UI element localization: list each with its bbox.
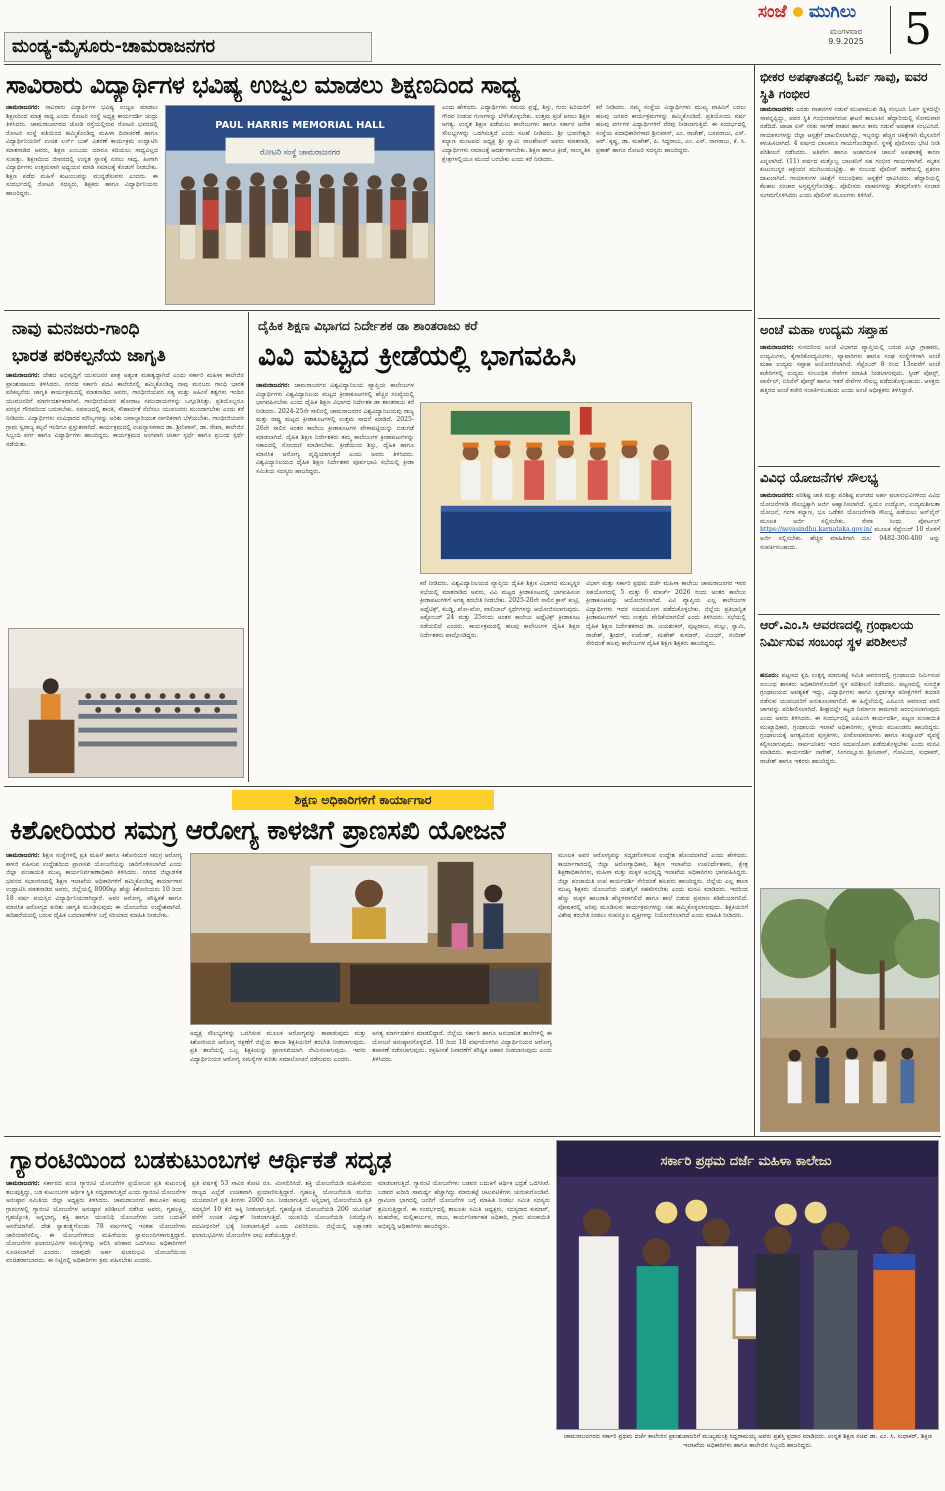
- side3-dateline: ಚಾಮರಾಜನಗರ:: [760, 492, 794, 499]
- story2-body-text: ದೇಶದ ಅಭಿವೃದ್ಧಿಗೆ ಯುವಜನರ ಪಾತ್ರ ಅತ್ಯಂತ ಮಹತ್ವದ್ದಾಗಿದೆ ಎಂದು ಸರ್ಕಾರಿ ಮಹಿಳಾ ಕಾಲೇಜಿನ ಪ್ರಾಂಶುಪಾಲರು ತಿಳಿಸಿದರು. ನಗರದ ಸರ್ಕಾರಿ ಪದವಿ ಕಾಲೇಜಿನಲ್ಲಿ ಹಮ್ಮಿಕೊಂಡಿದ್ದ ನಾವು ಮನಜರು ಗಾಂಧಿ ಭಾರತ ಪರಿಕಲ್ಪನೆಯ ಜಾಗೃತಿ ಕಾರ್ಯಕ್ರಮದಲ್ಲಿ ಮಾತನಾಡಿದ ಅವರು, ಗಾಂಧೀಜಿಯವರ ಸತ್ಯ ಮತ್ತು ಅಹಿಂಸೆ ತತ್ವಗಳು ಇಂದಿನ ಯುವಜನರಿಗೆ ಮಾರ್ಗದರ್ಶಕವಾಗಿವೆ. ಗಾಂಧೀಜಿಯವರ ಹೋರಾಟ ಸಮುದಾಯಗಳನ್ನು ಒಗ್ಗೂಡಿಸಿತ್ತು. ಪ್ರತಿಯೊಬ್ಬರೂ ಪರಸ್ಪರ ಗೌರವದಿಂದ ಬದುಕಬೇಕು. ಸಮಾಜದಲ್ಲಿ ಶಾಂತಿ, ಸೌಹಾರ್ದತೆ ನೆಲೆಸಲು ಯುವಜನರು ಮುಂದಾಗಬೇಕು ಎಂದು ಕರೆ ನೀಡಿದರು. ವಿದ್ಯಾರ್ಥಿಗಳು ಸಂವಿಧಾನದ ಮೌಲ್ಯಗಳನ್ನು ಅರಿತು ಜವಾಬ್ದಾರಿಯುತ ನಾಗರಿಕರಾಗಿ ಬೆಳೆಯಬೇಕು. ಗಾಂಧೀಜಿಯವರ ಗ್ರಾಮ ಸ್ವರಾಜ್ಯ ಕಲ್ಪನೆ ಇಂದಿಗೂ ಪ್ರಸ್ತುತವಾಗಿದೆ. ಕಾರ್ಯಕ್ರಮದಲ್ಲಿ ಉಪನ್ಯಾಸಕರಾದ ಡಾ. ಶ್ರೀನಿವಾಸ್, ಡಾ. ರೇಖಾ, ಕಾಲೇಜಿನ ಸಿಬ್ಬಂದಿ ವರ್ಗ ಹಾಗೂ ವಿದ್ಯಾರ್ಥಿಗಳು ಹಾಜರಿದ್ದರು. ಕಾರ್ಯಕ್ರಮದ ಅಂಗವಾಗಿ ಚರ್ಚಾ ಸ್ಪರ್ಧೆ ಹಾಗೂ ಪ್ರಬಂಧ ಸ್ಪರ್ಧೆ ನಡೆಯಿತು.: [6, 372, 244, 448]
- story4-body-a: ಶಿಕ್ಷಣ ಸಂಸ್ಥೆಗಳಲ್ಲಿ ಪ್ರತಿ ಮಹಿಳೆ ಹಾಗೂ ಕಿಶೋರಿಯರ ಸಮಗ್ರ ಆರೋಗ್ಯ ಕಾಳಜಿ ವಹಿಸುವ ಉದ್ದೇಶದಿಂದ ಪ್ರಾಣಸಖಿ ಯೋಜನೆಯನ್ನು ಜಾರಿಗೊಳಿಸಲಾಗಿದೆ ಎಂದು ಜಿಲ್ಲಾ ಪಂಚಾಯಿತಿ ಮುಖ್ಯ ಕಾರ್ಯನಿರ್ವಹಣಾಧಿಕಾರಿ ತಿಳಿಸಿದರು. ನಗರದ ಜಿಲ್ಲಾಡಳಿತ ಭವನದ ಸಭಾಂಗಣದಲ್ಲಿ ಶಿಕ್ಷಣ ಇಲಾಖೆಯ ಅಧಿಕಾರಿಗಳಿಗೆ ಹಮ್ಮಿಕೊಂಡಿದ್ದ ಕಾರ್ಯಾಗಾರ ಉದ್ಘಾಟಿಸಿ ಮಾತನಾಡಿದ ಅವರು, ಜಿಲ್ಲೆಯಲ್ಲಿ 8000ಕ್ಕೂ ಹೆಚ್ಚು ಕಿಶೋರಿಯರು 10 ರಿಂದ 18 ವರ್ಷ ವಯಸ್ಸಿನ ವಿದ್ಯಾರ್ಥಿನಿಯರಾಗಿದ್ದಾರೆ. ಅವರ ಆರೋಗ್ಯ, ಪೌಷ್ಟಿಕತೆ ಹಾಗೂ ಮಾನಸಿಕ ಆರೋಗ್ಯದ ಕುರಿತು ಜಾಗೃತಿ ಮೂಡಿಸುವುದು ಈ ಯೋಜನೆಯ ಉದ್ದೇಶವಾಗಿದೆ. ಹದಿಹರೆಯದಲ್ಲಿ ಬರುವ ದೈಹಿಕ ಬದಲಾವಣೆಗಳ ಬಗ್ಗೆ ಸರಿಯಾದ ಮಾಹಿತಿ ನೀಡಬೇಕು.: [6, 852, 182, 920]
- side2-divider: [758, 466, 940, 467]
- brand-logo: [758, 2, 888, 28]
- middle-divider: [4, 786, 752, 787]
- side4-body: [760, 672, 940, 884]
- story4-column-3: [372, 1030, 552, 1130]
- story2-divider: [248, 312, 249, 782]
- hall-sign: PAUL HARRIS MEMORIAL HALL: [215, 119, 385, 131]
- photo1-banner: ರೋಟರಿ ಸಂಸ್ಥೆ ಚಾಮರಾಜನಗರ: [259, 147, 341, 157]
- story4-body-c: ಅಗತ್ಯ ಮಾರ್ಗದರ್ಶನ ಮಾಡಲಿದ್ದಾರೆ. ಜಿಲ್ಲೆಯ ಸರ್ಕಾರಿ ಹಾಗೂ ಅನುದಾನಿತ ಶಾಲೆಗಳಲ್ಲಿ ಈ ಯೋಜನೆ ಅನುಷ್ಠಾನಗೊಳ್ಳಲಿದೆ. 10 ರಿಂದ 18 ವರ್ಷದೊಳಗಿನ ವಿದ್ಯಾರ್ಥಿನಿಯರ ಆರೋಗ್ಯ ತಪಾಸಣೆ ನಡೆಸಲಾಗುವುದು. ರಕ್ತಹೀನತೆ ನಿವಾರಣೆಗೆ ಪೌಷ್ಟಿಕ ಆಹಾರ ನೀಡಲಾಗುವುದು ಎಂದು ತಿಳಿಸಿದರು.: [372, 1030, 552, 1063]
- story5-column-1: [6, 1180, 186, 1486]
- story5-photo: [556, 1140, 939, 1430]
- story3-headline: ವಿವಿ ಮಟ್ಟದ ಕ್ರೀಡೆಯಲ್ಲಿ ಭಾಗವಹಿಸಿ: [258, 339, 577, 372]
- story1-column-3: [442, 104, 590, 304]
- publish-date: 9.9.2025: [828, 37, 864, 46]
- story2-body: [6, 372, 244, 625]
- side3-headline: ವಿವಿಧ ಯೋಜನೆಗಳ ಸೌಲಭ್ಯ: [760, 471, 879, 486]
- side1-body-text: ಎರಡು ವಾಹನಗಳ ನಡುವೆ ಮುಖಾಮುಖಿ ಡಿಕ್ಕಿ ಸಂಭವಿಸಿ ಓರ್ವ ಸ್ಥಳದಲ್ಲೇ ಸಾವನ್ನಪ್ಪಿದ್ದು, ಐವರ ಸ್ಥಿತಿ ಗಂಭೀರವಾಗಿರುವ ಘಟನೆ ತಾಲೂಕಿನ ಹೆದ್ದಾರಿಯಲ್ಲಿ ಸೋಮವಾರ ನಡೆದಿದೆ. ಟಾಟಾ ಏಸ್ ಸರಕು ಸಾಗಣೆ ವಾಹನ ಹಾಗೂ ಕಾರು ನಡುವೆ ಅಪಘಾತ ಸಂಭವಿಸಿದೆ. ಗಾಯಾಳುಗಳನ್ನು ಜಿಲ್ಲಾ ಆಸ್ಪತ್ರೆಗೆ ದಾಖಲಿಸಲಾಗಿದ್ದು, ಇಬ್ಬರನ್ನು ಹೆಚ್ಚಿನ ಚಿಕಿತ್ಸೆಗಾಗಿ ಮೈಸೂರಿಗೆ ಕಳುಹಿಸಲಾಗಿದೆ. 4 ವರ್ಷದ ಬಾಲಕನೂ ಗಾಯಗೊಂಡಿದ್ದಾನೆ. ಸ್ಥಳಕ್ಕೆ ಪೊಲೀಸರು ಭೇಟಿ ನೀಡಿ ಪರಿಶೀಲನೆ ನಡೆಸಿದರು. ಅತಿವೇಗ ಹಾಗೂ ಅಜಾಗರೂಕ ಚಾಲನೆ ಅಪಘಾತಕ್ಕೆ ಕಾರಣ ಎನ್ನಲಾಗಿದೆ. (11) ವರ್ಷದ ಮತ್ತೊಬ್ಬ ಬಾಲಕನಿಗೆ ಸಹ ಗಂಭೀರ ಗಾಯಗಳಾಗಿವೆ. ಮೃತನ ಕುಟುಂಬಸ್ಥರ ಆಕ್ರಂದನ ಮುಗಿಲುಮುಟ್ಟಿತ್ತು. ಈ ಸಂಬಂಧ ಪೊಲೀಸ್ ಠಾಣೆಯಲ್ಲಿ ಪ್ರಕರಣ ದಾಖಲಾಗಿದೆ. ಗಾಯಾಳುಗಳ ಚಿಕಿತ್ಸೆಗೆ ಸಂಬಂಧಿಕರು ಆಸ್ಪತ್ರೆಗೆ ಧಾವಿಸಿದರು. ಹೆದ್ದಾರಿಯಲ್ಲಿ ಕೆಲಕಾಲ ಸಂಚಾರ ಅಸ್ತವ್ಯಸ್ತಗೊಂಡಿತ್ತು. ಪೊಲೀಸರು ವಾಹನಗಳನ್ನು ತೆರವುಗೊಳಿಸಿ ಸಂಚಾರ ಸುಗಮಗೊಳಿಸಿದರು ಎಂದು ಪೊಲೀಸ್ ಮೂಲಗಳು ತಿಳಿಸಿವೆ.: [760, 106, 940, 199]
- story5-photo-caption: ಚಾಮರಾಜನಗರದ ಸರ್ಕಾರಿ ಪ್ರಥಮ ದರ್ಜೆ ಕಾಲೇಜಿನ ಪ್ರಾಂಶುಪಾಲರಿಗೆ ಮುಖ್ಯಮಂತ್ರಿ ಸಿದ್ದರಾಮಯ್ಯ ಅವರು ಪ್ರಶಸ್ತಿ ಪ್ರದಾನ ಮಾಡಿದರು. ಉನ್ನತ ಶಿಕ್ಷಣ ಸಚಿವ ಡಾ. ಎಂ. ಸಿ. ಸುಧಾಕರ್, ಶಿಕ್ಷಣ ಇಲಾಖೆಯ ಅಧಿಕಾರಿಗಳು ಹಾಗೂ ಕಾಲೇಜಿನ ಸಿಬ್ಬಂದಿ ಹಾಜರಿದ್ದರು.: [563, 1433, 933, 1449]
- story5-dateline: ಚಾಮರಾಜನಗರ:: [6, 1180, 40, 1187]
- story1-dateline: ಚಾಮರಾಜನಗರ:: [6, 104, 40, 111]
- side3-divider: [758, 614, 940, 615]
- side3-body-post: ಮೂಲಕ ಸೆಪ್ಟೆಂಬರ್ 10 ರೊಳಗೆ ಅರ್ಜಿ ಸಲ್ಲಿಸಬೇಕು. ಹೆಚ್ಚಿನ ಮಾಹಿತಿಗಾಗಿ ದೂ: 9482-300-400 ಅನ್ನು ಸಂಪರ್ಕಿಸಬಹುದು.: [760, 526, 940, 551]
- side1-body: [760, 106, 940, 314]
- side1-dateline: ಚಾಮರಾಜನಗರ:: [760, 106, 794, 113]
- story3-photo: [420, 402, 692, 574]
- brand-logo-part-a: ಸಂಜೆ: [758, 2, 787, 22]
- section-title: ಮಂಡ್ಯ-ಮೈಸೂರು-ಚಾಮರಾಜನಗರ: [12, 36, 215, 57]
- story3-column-2: [420, 580, 580, 782]
- story2-dateline: ಚಾಮರಾಜನಗರ:: [6, 372, 40, 379]
- side4-headline: ಆರ್.ಎಂ.ಸಿ ಆವರಣದಲ್ಲಿ ಗ್ರಂಥಾಲಯ ನಿರ್ಮಿಸುವ ಸಂಬಂಧ ಸ್ಥಳ ಪರಿಶೀಲನೆ: [760, 617, 914, 649]
- story4-body-d: ಮೂಲಕ ಅವರ ಆರೋಗ್ಯವನ್ನು ಸದೃಢಗೊಳಿಸುವ ಉದ್ದೇಶ ಹೊಂದಲಾಗಿದೆ ಎಂದು ಹೇಳಿದರು. ಕಾರ್ಯಾಗಾರದಲ್ಲಿ ಜಿಲ್ಲಾ ಆರೋಗ್ಯಾಧಿಕಾರಿ, ಶಿಕ್ಷಣ ಇಲಾಖೆಯ ಉಪನಿರ್ದೇಶಕರು, ಕ್ಷೇತ್ರ ಶಿಕ್ಷಣಾಧಿಕಾರಿಗಳು, ಮಹಿಳಾ ಮತ್ತು ಮಕ್ಕಳ ಅಭಿವೃದ್ಧಿ ಇಲಾಖೆಯ ಅಧಿಕಾರಿಗಳು ಭಾಗವಹಿಸಿದ್ದರು. ಜಿಲ್ಲಾ ಪಂಚಾಯಿತಿ ಉಪ ಕಾರ್ಯದರ್ಶಿ ಸೇರಿದಂತೆ ಹಲವರು ಹಾಜರಿದ್ದರು. ಜಿಲ್ಲೆಯ ಎಲ್ಲ ಶಾಲಾ ಮುಖ್ಯ ಶಿಕ್ಷಕರು ಯೋಜನೆಯ ಯಶಸ್ಸಿಗೆ ಸಹಕರಿಸಬೇಕು ಎಂದು ಮನವಿ ಮಾಡಿದರು. ಇದರಿಂದ ಹೆಣ್ಣು ಮಕ್ಕಳ ಹಾಜರಾತಿ ಹೆಚ್ಚಳವಾಗಲಿದೆ ಹಾಗೂ ಶಾಲೆ ಬಿಡುವ ಪ್ರಮಾಣ ಕಡಿಮೆಯಾಗಲಿದೆ. ಪೋಷಕರಲ್ಲಿ ಅರಿವು ಮೂಡಿಸುವ ಕಾರ್ಯಕ್ರಮಗಳನ್ನು ಸಹ ಹಮ್ಮಿಕೊಳ್ಳಲಾಗುವುದು. ಶಿಕ್ಷಕಿಯರಿಗೆ ವಿಶೇಷ ತರಬೇತಿ ನೀಡಲು ಸಂಪನ್ಮೂಲ ವ್ಯಕ್ತಿಗಳನ್ನು ನಿಯೋಜಿಸಲಾಗಿದೆ ಎಂದು ಮಾಹಿತಿ ನೀಡಿದರು.: [558, 852, 748, 920]
- story4-body-b: ಅಧ್ಯಕ್ಷ ಸೌಲಭ್ಯಗಳನ್ನು ಒದಗಿಸುವ ಮೂಲಕ ಆರೋಗ್ಯವನ್ನು ಕಾಪಾಡುವುದು ಮತ್ತು ಕಿಶೋರಿಯರ ಆರೋಗ್ಯ ರಕ್ಷಣೆಗೆ ಜಿಲ್ಲೆಯ ಶಾಲಾ ಶಿಕ್ಷಕಿಯರಿಗೆ ತರಬೇತಿ ನೀಡಲಾಗುವುದು. ಪ್ರತಿ ಶಾಲೆಯಲ್ಲಿ ಒಬ್ಬ ಶಿಕ್ಷಕಿಯನ್ನು ಪ್ರಾಣಸಖಿಯಾಗಿ ನೇಮಿಸಲಾಗುವುದು. ಇವರು ವಿದ್ಯಾರ್ಥಿನಿಯರ ಆರೋಗ್ಯ ಸಮಸ್ಯೆಗಳ ಕುರಿತು ಸಮಾಲೋಚನೆ ನಡೆಸುವರು ಎಂದರು.: [190, 1030, 366, 1063]
- page-number: 5: [904, 4, 932, 55]
- story5-column-2: [192, 1180, 372, 1486]
- story1-column-1: [6, 104, 158, 304]
- story5-body-a: ಸರ್ಕಾರದ ಪಂಚ ಗ್ಯಾರಂಟಿ ಯೋಜನೆಗಳ ಪ್ರಯೋಜನ ಪ್ರತಿ ಕುಟುಂಬಕ್ಕೆ ತಲುಪುತ್ತಿದ್ದು, ಬಡ ಕುಟುಂಬಗಳ ಆರ್ಥಿಕ ಸ್ಥಿತಿ ಸದೃಢವಾಗುತ್ತಿದೆ ಎಂದು ಗ್ಯಾರಂಟಿ ಯೋಜನೆಗಳ ಅನುಷ್ಠಾನ ಸಮಿತಿಯ ಜಿಲ್ಲಾ ಅಧ್ಯಕ್ಷರು ತಿಳಿಸಿದರು. ಚಾಮರಾಜನಗರ ತಾಲೂಕಿನ ಹಲವು ಗ್ರಾಮಗಳಲ್ಲಿ ಗ್ಯಾರಂಟಿ ಯೋಜನೆಗಳ ಅನುಷ್ಠಾನ ಪರಿಶೀಲನೆ ನಡೆಸಿದ ಅವರು, ಗೃಹಲಕ್ಷ್ಮಿ, ಗೃಹಜ್ಯೋತಿ, ಅನ್ನಭಾಗ್ಯ, ಶಕ್ತಿ ಹಾಗೂ ಯುವನಿಧಿ ಯೋಜನೆಗಳು ಜನರ ಬದುಕಿಗೆ ಆಸರೆಯಾಗಿವೆ. ದೇಶ ಸ್ವಾತಂತ್ರ್ಯಗೊಂಡು 78 ವರ್ಷಗಳಲ್ಲಿ ಇಂತಹ ಯೋಜನೆಗಳು ಜಾರಿಯಾಗಿರಲಿಲ್ಲ. ಈ ಯೋಜನೆಗಳಿಂದ ಮಹಿಳೆಯರು ಸ್ವಾವಲಂಬಿಗಳಾಗುತ್ತಿದ್ದಾರೆ. ಯೋಜನೆಗಳ ಫಲಾನುಭವಿಗಳ ಸಮಸ್ಯೆಗಳನ್ನು ಆಲಿಸಿ ಪರಿಹಾರ ಒದಗಿಸಲು ಅಧಿಕಾರಿಗಳಿಗೆ ಸೂಚಿಸಲಾಗಿದೆ ಎಂದರು. ಯಾವುದೇ ಅರ್ಹ ಫಲಾನುಭವಿ ಯೋಜನೆಯಿಂದ ವಂಚಿತರಾಗಬಾರದು. ಈ ನಿಟ್ಟಿನಲ್ಲಿ ಅಧಿಕಾರಿಗಳು ಕ್ರಮ ವಹಿಸಬೇಕು ಎಂದರು.: [6, 1180, 186, 1265]
- sevasindhu-link[interactable]: https://sevasindhu.karnataka.gov.in/: [760, 526, 872, 534]
- story1-body-c: ಕರೆ ನೀಡಿದರು. ನಮ್ಮ ಸಂಸ್ಥೆಯ ವಿದ್ಯಾರ್ಥಿಗಳು ಮುಖ್ಯ ವಾಹಿನಿಗೆ ಬರಲು ಹಲವು ಜನಪರ ಕಾರ್ಯಕ್ರಮಗಳನ್ನು ಹಮ್ಮಿಕೊಂಡಿದೆ. ಪ್ರತಿಯೊಂದು ವರ್ಷ ಹಲವು ವರ್ಗಗಳ ವಿದ್ಯಾರ್ಥಿಗಳಿಗೆ ನೆರವು ನೀಡಲಾಗುತ್ತಿದೆ. ಈ ಸಂದರ್ಭದಲ್ಲಿ ಸಂಸ್ಥೆಯ ಪದಾಧಿಕಾರಿಗಳಾದ ಶ್ರೀನಿವಾಸ್, ಎಂ. ರಾಜೇಶ್, ಬಸವರಾಜು, ಎಸ್. ಆರ್. ಕೃಷ್ಣ, ಡಾ. ಮಹೇಶ್, ಪಿ. ಸಿದ್ದರಾಜು, ಎಂ. ಎಸ್. ನಾಗರಾಜು, ಕೆ. ಸಿ. ಪ್ರಕಾಶ್ ಹಾಗೂ ರೋಟರಿ ಸದಸ್ಯರು ಹಾಜರಿದ್ದರು.: [596, 104, 746, 154]
- side4-body-text: ಪಟ್ಟಣದ ಕೃಷಿ ಉತ್ಪನ್ನ ಮಾರುಕಟ್ಟೆ ಸಮಿತಿ ಆವರಣದಲ್ಲಿ ಗ್ರಂಥಾಲಯ ನಿರ್ಮಿಸುವ ಸಂಬಂಧ ಶಾಸಕರು ಅಧಿಕಾರಿಗಳೊಂದಿಗೆ ಸ್ಥಳ ಪರಿಶೀಲನೆ ನಡೆಸಿದರು. ಪಟ್ಟಣದಲ್ಲಿ ಸುಸಜ್ಜಿತ ಗ್ರಂಥಾಲಯದ ಅವಶ್ಯಕತೆ ಇದ್ದು, ವಿದ್ಯಾರ್ಥಿಗಳು ಹಾಗೂ ಸ್ಪರ್ಧಾತ್ಮಕ ಪರೀಕ್ಷೆಗಳಿಗೆ ತಯಾರಿ ನಡೆಸುವ ಯುವಜನರಿಗೆ ಅನುಕೂಲವಾಗಲಿದೆ. ಈ ಹಿನ್ನೆಲೆಯಲ್ಲಿ ಎಪಿಎಂಸಿ ಆವರಣದ ಖಾಲಿ ಜಾಗವನ್ನು ಪರಿಶೀಲಿಸಲಾಗಿದೆ. ಶೀಘ್ರದಲ್ಲೇ ಕಟ್ಟಡ ನಿರ್ಮಾಣ ಕಾಮಗಾರಿ ಆರಂಭಿಸಲಾಗುವುದು ಎಂದು ಅವರು ತಿಳಿಸಿದರು. ಈ ಸಂದರ್ಭದಲ್ಲಿ ಎಪಿಎಂಸಿ ಕಾರ್ಯದರ್ಶಿ, ಪಟ್ಟಣ ಪಂಚಾಯಿತಿ ಮುಖ್ಯಾಧಿಕಾರಿ, ಗ್ರಂಥಾಲಯ ಇಲಾಖೆ ಅಧಿಕಾರಿಗಳು, ಸ್ಥಳೀಯ ಮುಖಂಡರು ಹಾಜರಿದ್ದರು. ಗ್ರಂಥಾಲಯಕ್ಕೆ ಅಗತ್ಯವಿರುವ ಪುಸ್ತಕಗಳು, ಪೀಠೋಪಕರಣಗಳು ಹಾಗೂ ಕಂಪ್ಯೂಟರ್ ವ್ಯವಸ್ಥೆ ಕಲ್ಪಿಸಲಾಗುವುದು. ಸಾರ್ವಜನಿಕರು ಇದರ ಸದುಪಯೋಗ ಪಡೆದುಕೊಳ್ಳಬೇಕು ಎಂದು ಮನವಿ ಮಾಡಿದರು. ಕಾರ್ಯದರ್ಶಿ ನಾಗೇಶ್, ಸಿಂಗನಲ್ಲೂರು ಶ್ರೀನಿವಾಸ್, ಗೋವಿಂದ, ಸುಧಾಕರ್, ರಾಜೇಶ್ ಹಾಗೂ ಇತರರು ಹಾಜರಿದ್ದರು.: [760, 672, 940, 765]
- story1-photo: [165, 105, 435, 305]
- story3-column-1: [256, 382, 414, 782]
- story4-headline: ಕಿಶೋರಿಯರ ಸಮಗ್ರ ಆರೋಗ್ಯ ಕಾಳಜಿಗೆ ಪ್ರಾಣಸಖಿ ಯೋಜನೆ: [10, 816, 506, 846]
- sun-icon: [793, 7, 803, 17]
- story1-body-b: ಎಂದು ಹೇಳಿದರು. ವಿದ್ಯಾರ್ಥಿಗಳು ಸಮಯ ಪ್ರಜ್ಞೆ, ಶಿಸ್ತು, ಗುರು ಹಿರಿಯರಿಗೆ ಗೌರವ ನೀಡುವ ಗುಣಗಳನ್ನು ಬೆಳೆಸಿಕೊಳ್ಳಬೇಕು. ಉತ್ತಮ ಪ್ರಜೆ ಆಗಲು ಶಿಕ್ಷಣ ಅಗತ್ಯ. ಉನ್ನತ ಶಿಕ್ಷಣ ಪಡೆಯಲು ಕಾಲೇಜುಗಳು ಹಾಗೂ ಸರ್ಕಾರ ಅನೇಕ ಸೌಲಭ್ಯಗಳನ್ನು ಒದಗಿಸುತ್ತಿದೆ ಎಂದು ಸಲಹೆ ನೀಡಿದರು. ಶ್ರೀ ಭುವನೇಶ್ವರಿ ಕಲ್ಯಾಣ ಮಂಟಪದ ಅಧ್ಯಕ್ಷ ಶ್ರೀ ಸ್ವಾಮಿ ರಾಜಶೇಖರ್ ಅವರು ಮಾತನಾಡಿ, ವಿದ್ಯಾರ್ಥಿಗಳು ಸಮಾಜಕ್ಕೆ ಆದರ್ಶರಾಗಬೇಕು. ಶಿಕ್ಷಣ ಹಾಗೂ ಕ್ರೀಡೆ, ಸಾಂಸ್ಕೃತಿಕ ಕ್ಷೇತ್ರಗಳಲ್ಲಿಯೂ ಮುಂದೆ ಬರಬೇಕು ಎಂದು ಕರೆ ನೀಡಿದರು.: [442, 104, 590, 163]
- story3-dateline: ಚಾಮರಾಜನಗರ:: [256, 382, 290, 389]
- story5-body-c: ಮಾಡಲಾಗುತ್ತಿದೆ. ಗ್ಯಾರಂಟಿ ಯೋಜನೆಗಳು ಬಡವರ ಬದುಕಿಗೆ ಆರ್ಥಿಕ ಭದ್ರತೆ ಒದಗಿಸಿವೆ. ಬಡವರ ಖರೀದಿ ಸಾಮರ್ಥ್ಯ ಹೆಚ್ಚಾಗಿದ್ದು ಮಾರುಕಟ್ಟೆ ಚಟುವಟಿಕೆಗಳು ಚುರುಕುಗೊಂಡಿವೆ. ಗ್ರಾಮೀಣ ಭಾಗದಲ್ಲಿ ಜನರಿಗೆ ಯೋಜನೆಗಳ ಬಗ್ಗೆ ಮಾಹಿತಿ ನೀಡಲು ಸಮಿತಿ ಸದಸ್ಯರು ಶ್ರಮಿಸುತ್ತಿದ್ದಾರೆ. ಈ ಸಂದರ್ಭದಲ್ಲಿ ತಾಲೂಕು ಸಮಿತಿ ಅಧ್ಯಕ್ಷರು, ಸದಸ್ಯರಾದ ಕುಮಾರ್, ಮಹದೇವ, ಮಲ್ಲಿಕಾರ್ಜುನ, ರಾಜು, ಕಾರ್ಯನಿರ್ವಾಹಕ ಅಧಿಕಾರಿ, ಗ್ರಾಮ ಪಂಚಾಯಿತಿ ಅಭಿವೃದ್ಧಿ ಅಧಿಕಾರಿಗಳು ಹಾಜರಿದ್ದರು.: [378, 1180, 550, 1230]
- bottom-divider: [4, 1136, 941, 1137]
- story3-body-b: ಕರೆ ನೀಡಿದರು. ವಿಶ್ವವಿದ್ಯಾನಿಲಯದ ವ್ಯಾಪ್ತಿಯ ದೈಹಿಕ ಶಿಕ್ಷಣ ವಿಭಾಗದ ಮುಖ್ಯಸ್ಥರ ಸಭೆಯಲ್ಲಿ ಮಾತನಾಡಿದ ಅವರು, ವಿವಿ ಮಟ್ಟದ ಕ್ರೀಡಾಕೂಟದಲ್ಲಿ ಭಾಗವಹಿಸುವ ಕ್ರೀಡಾಪಟುಗಳಿಗೆ ಅಗತ್ಯ ತರಬೇತಿ ನೀಡಬೇಕು. 2025-26ನೇ ಸಾಲಿನ ಕ್ರಾಸ್ ಕಂಟ್ರಿ, ಅಥ್ಲೆಟಿಕ್ಸ್, ಕಬಡ್ಡಿ, ಖೋ-ಖೋ, ವಾಲಿಬಾಲ್ ಸ್ಪರ್ಧೆಗಳನ್ನು ಆಯೋಜಿಸಲಾಗುವುದು. ಅಕ್ಟೋಬರ್ 24 ಮತ್ತು 25ರಂದು ಅಂತರ ಕಾಲೇಜು ಅಥ್ಲೆಟಿಕ್ಸ್ ಕ್ರೀಡಾಕೂಟ ನಡೆಯಲಿದೆ ಎಂದರು. ಕಾರ್ಯಕ್ರಮದಲ್ಲಿ ಹಲವು ಕಾಲೇಜುಗಳ ದೈಹಿಕ ಶಿಕ್ಷಣ ನಿರ್ದೇಶಕರು ಪಾಲ್ಗೊಂಡಿದ್ದರು.: [420, 580, 580, 639]
- side4-dateline: ಹನೂರು:: [760, 672, 779, 679]
- stage-banner: ಸರ್ಕಾರಿ ಪ್ರಥಮ ದರ್ಜೆ ಮಹಿಳಾ ಕಾಲೇಜು: [660, 1153, 832, 1169]
- story3-column-3: [586, 580, 746, 782]
- top-divider: [4, 310, 752, 311]
- brand-logo-part-b: ಮುಗಿಲು: [808, 2, 857, 22]
- story2-photo: [8, 628, 244, 778]
- side3-body: [760, 492, 940, 612]
- story5-headline: ಗ್ಯಾರಂಟಿಯಿಂದ ಬಡಕುಟುಂಬಗಳ ಆರ್ಥಿಕತೆ ಸದೃಢ: [10, 1146, 392, 1174]
- story3-kicker: ದೈಹಿಕ ಶಿಕ್ಷಣ ವಿಭಾಗದ ನಿರ್ದೇಶಕ ಡಾ ಶಾಂತರಾಜು ಕರೆ: [258, 318, 478, 333]
- story4-dateline: ಚಾಮರಾಜನಗರ:: [6, 852, 40, 859]
- story4-column-2: [190, 1030, 366, 1130]
- publish-weekday: ಮಂಗಳವಾರ: [829, 27, 862, 36]
- side2-body: [760, 344, 940, 464]
- story4-photo: [190, 853, 552, 1025]
- story5-body-b: ಪ್ರತಿ ವರ್ಷಕ್ಕೆ 53 ಸಾವಿರ ಕೋಟಿ ರೂ. ಮೀಸಲಿರಿಸಿದೆ. ಶಕ್ತಿ ಯೋಜನೆಯಡಿ ಮಹಿಳೆಯರು ರಾಜ್ಯದ ಎಲ್ಲೆಡೆ ಉಚಿತವಾಗಿ ಪ್ರಯಾಣಿಸುತ್ತಿದ್ದಾರೆ. ಗೃಹಲಕ್ಷ್ಮಿ ಯೋಜನೆಯಡಿ ಮನೆಯ ಯಜಮಾನಿಗೆ ಪ್ರತಿ ತಿಂಗಳು 2000 ರೂ. ನೀಡಲಾಗುತ್ತಿದೆ. ಅನ್ನಭಾಗ್ಯ ಯೋಜನೆಯಡಿ ಪ್ರತಿ ಸದಸ್ಯರಿಗೆ 10 ಕೆಜಿ ಅಕ್ಕಿ ನೀಡಲಾಗುತ್ತಿದೆ. ಗೃಹಜ್ಯೋತಿ ಯೋಜನೆಯಡಿ 200 ಯೂನಿಟ್ ವರೆಗೆ ಉಚಿತ ವಿದ್ಯುತ್ ನೀಡಲಾಗುತ್ತಿದೆ. ಯುವನಿಧಿ ಯೋಜನೆಯಡಿ ನಿರುದ್ಯೋಗಿ ಪದವೀಧರರಿಗೆ ಭತ್ಯೆ ನೀಡಲಾಗುತ್ತಿದೆ ಎಂದು ವಿವರಿಸಿದರು. ಜಿಲ್ಲೆಯಲ್ಲಿ ಲಕ್ಷಾಂತರ ಫಲಾನುಭವಿಗಳು ಯೋಜನೆಗಳ ಲಾಭ ಪಡೆಯುತ್ತಿದ್ದಾರೆ.: [192, 1180, 372, 1239]
- side3-body-pre: ಪರಿಶಿಷ್ಟ ಜಾತಿ ಮತ್ತು ಪರಿಶಿಷ್ಟ ಪಂಗಡದ ಅರ್ಹ ಫಲಾನುಭವಿಗಳಿಂದ ವಿವಿಧ ಯೋಜನೆಗಳಡಿ ಸೌಲಭ್ಯಕ್ಕಾಗಿ ಅರ್ಜಿ ಆಹ್ವಾನಿಸಲಾಗಿದೆ. ಸ್ವಯಂ ಉದ್ಯೋಗ, ಉದ್ಯಮಶೀಲತಾ ಯೋಜನೆ, ಗಂಗಾ ಕಲ್ಯಾಣ, ಭೂ ಒಡೆತನ ಯೋಜನೆಗಳಡಿ ಸೌಲಭ್ಯ ಪಡೆಯಲು ಆನ್‌ಲೈನ್ ಮೂಲಕ ಅರ್ಜಿ ಸಲ್ಲಿಸಬೇಕು. ಸೇವಾ ಸಿಂಧು ಪೋರ್ಟಲ್: [760, 492, 940, 525]
- sidebar-divider: [754, 64, 755, 1136]
- side4-photo: [760, 888, 940, 1132]
- story2-headline-line-1: ನಾವು ಮನಜರು-ಗಾಂಧಿ: [12, 319, 140, 339]
- story4-column-4: [558, 852, 748, 1130]
- masthead-rule: [4, 64, 941, 65]
- side1-divider: [758, 318, 940, 319]
- masthead-divider: [890, 6, 891, 54]
- side2-body-text: ಸಂಸದರಿಂದ ಅಂಚೆ ವಿಭಾಗದ ವ್ಯಾಪ್ತಿಯಲ್ಲಿ ಬರುವ ಎಲ್ಲಾ ಗ್ರಾಹಕರು, ಉದ್ಯಮಿಗಳು, ಕೈಗಾರಿಕೋದ್ಯಮಿಗಳು, ವ್ಯಾಪಾರಿಗಳು ಹಾಗೂ ಸಂಘ ಸಂಸ್ಥೆಗಳಿಗಾಗಿ ಅಂಚೆ ಮಹಾ ಉದ್ಯಮ ಸಪ್ತಾಹ ಆಯೋಜಿಸಲಾಗಿದೆ. ಸೆಪ್ಟೆಂಬರ್ 8 ರಿಂದ 13ರವರೆಗೆ ಅಂಚೆ ಕಚೇರಿಗಳಲ್ಲಿ ಉದ್ಯಮ ಸಂಬಂಧಿತ ಸೇವೆಗಳ ಮಾಹಿತಿ ನೀಡಲಾಗುವುದು. ಸ್ಪೀಡ್ ಪೋಸ್ಟ್, ಪಾರ್ಸೆಲ್, ಬಿಸಿನೆಸ್ ಪೋಸ್ಟ್ ಹಾಗೂ ಇತರೆ ಸೇವೆಗಳ ಸೌಲಭ್ಯ ಪಡೆದುಕೊಳ್ಳಬಹುದು. ಆಸಕ್ತರು ಹತ್ತಿರದ ಅಂಚೆ ಕಚೇರಿ ಸಂಪರ್ಕಿಸಬಹುದು ಎಂದು ಅಂಚೆ ಅಧೀಕ್ಷಕರು ತಿಳಿಸಿದ್ದಾರೆ.: [760, 344, 940, 394]
- story3-body-c: ವಿಭಾಗ ಮತ್ತು ಸರ್ಕಾರಿ ಪ್ರಥಮ ದರ್ಜೆ ಮಹಿಳಾ ಕಾಲೇಜು ಚಾಮರಾಜನಗರ ಇವರ ಸಹಯೋಗದಲ್ಲಿ 5 ಮತ್ತು 6 ಮಾರ್ಚ್ 2026 ರಂದು ಅಂತರ ಕಾಲೇಜು ಕ್ರೀಡಾಕೂಟವನ್ನು ಆಯೋಜಿಸಲಾಗಿದೆ. ವಿವಿ ವ್ಯಾಪ್ತಿಯ ಎಲ್ಲ ಕಾಲೇಜುಗಳ ವಿದ್ಯಾರ್ಥಿಗಳು ಇದರ ಸದುಪಯೋಗ ಪಡೆದುಕೊಳ್ಳಬೇಕು. ಜಿಲ್ಲೆಯ ಪ್ರತಿಭಾನ್ವಿತ ಕ್ರೀಡಾಪಟುಗಳಿಗೆ ಇದು ಉತ್ತಮ ವೇದಿಕೆಯಾಗಲಿದೆ ಎಂದು ತಿಳಿಸಿದರು. ಸಭೆಯಲ್ಲಿ ದೈಹಿಕ ಶಿಕ್ಷಣ ನಿರ್ದೇಶಕರಾದ ಡಾ. ಜಯಶಂಕರ್, ಪುಟ್ಟರಾಜು, ಮಲ್ಲು, ಸ್ವಾಮಿ, ರಾಜೇಶ್, ಶ್ರೀಧರ್, ಉಮೇಶ್, ಮಹೇಶ್ ಕುಮಾರ್, ವಿಜಯ್, ನಂದೀಶ್ ಸೇರಿದಂತೆ ಹಲವು ಕಾಲೇಜುಗಳ ದೈಹಿಕ ಶಿಕ್ಷಣ ಶಿಕ್ಷಕರು ಹಾಜರಿದ್ದರು.: [586, 580, 746, 648]
- story4-kicker: ಶಿಕ್ಷಣ ಅಧಿಕಾರಿಗಳಿಗೆ ಕಾರ್ಯಾಗಾರ: [294, 792, 432, 807]
- side1-headline: ಭೀಕರ ಅಪಘಾತದಲ್ಲಿ ಓರ್ವ ಸಾವು, ಐವರ ಸ್ಥಿತಿ ಗಂಭೀರ: [760, 69, 928, 101]
- story3-body-a: ಚಾಮರಾಜನಗರ ವಿಶ್ವವಿದ್ಯಾನಿಲಯ ವ್ಯಾಪ್ತಿಯ ಕಾಲೇಜುಗಳ ವಿದ್ಯಾರ್ಥಿಗಳು ವಿಶ್ವವಿದ್ಯಾನಿಲಯ ಮಟ್ಟದ ಕ್ರೀಡಾಕೂಟಗಳಲ್ಲಿ ಹೆಚ್ಚಿನ ಸಂಖ್ಯೆಯಲ್ಲಿ ಭಾಗವಹಿಸಬೇಕು ಎಂದು ದೈಹಿಕ ಶಿಕ್ಷಣ ವಿಭಾಗದ ನಿರ್ದೇಶಕ ಡಾ ಶಾಂತರಾಜು ಕರೆ ನೀಡಿದರು. 2024-25ನೇ ಸಾಲಿನಲ್ಲಿ ಚಾಮರಾಜನಗರ ವಿಶ್ವವಿದ್ಯಾನಿಲಯವು ರಾಜ್ಯ ಮತ್ತು ರಾಷ್ಟ್ರ ಮಟ್ಟದ ಕ್ರೀಡಾಕೂಟಗಳಲ್ಲಿ ಉತ್ತಮ ಸಾಧನೆ ಮಾಡಿದೆ. 2025-26ನೇ ಸಾಲಿನ ಅಂತರ ಕಾಲೇಜು ಕ್ರೀಡಾಕೂಟಗಳ ವೇಳಾಪಟ್ಟಿಯನ್ನು ಬಿಡುಗಡೆ ಮಾಡಲಾಗಿದೆ. ದೈಹಿಕ ಶಿಕ್ಷಣ ನಿರ್ದೇಶಕರು ತಮ್ಮ ಕಾಲೇಜುಗಳ ಕ್ರೀಡಾಪಟುಗಳನ್ನು ಸಕಾಲದಲ್ಲಿ ನೋಂದಣಿ ಮಾಡಿಸಬೇಕು. ಕ್ರೀಡೆಯಿಂದ ಶಿಸ್ತು, ದೈಹಿಕ ಹಾಗೂ ಮಾನಸಿಕ ಆರೋಗ್ಯ ವೃದ್ಧಿಯಾಗುತ್ತದೆ ಎಂದು ಅವರು ತಿಳಿಸಿದರು. ವಿಶ್ವವಿದ್ಯಾನಿಲಯದ ದೈಹಿಕ ಶಿಕ್ಷಣ ನಿರ್ದೇಶಕರ ಪೂರ್ವಭಾವಿ ಸಭೆಯಲ್ಲಿ ಕ್ರೀಡಾ ಸಮಿತಿಯ ಸದಸ್ಯರು ಹಾಜರಿದ್ದರು.: [256, 382, 414, 475]
- story1-body-a: ಸಾವಿರಾರು ವಿದ್ಯಾರ್ಥಿಗಳ ಭವಿಷ್ಯ ಉಜ್ವಲ ಮಾಡಲು ಶಿಕ್ಷಣದಿಂದ ಮಾತ್ರ ಸಾಧ್ಯ ಎಂದು ರೋಟರಿ ಸಂಸ್ಥೆ ಅಧ್ಯಕ್ಷ ಕಾರ್ಯದರ್ಶಿ ಚಂದ್ರು ತಿಳಿಸಿದರು. ಚಾಮರಾಜನಗರದ ಜೋಡಿ ರಸ್ತೆಯಲ್ಲಿರುವ ರೋಟರಿ ಭವನದಲ್ಲಿ ರೋಟರಿ ಸಂಸ್ಥೆ ವತಿಯಿಂದ ಹಮ್ಮಿಕೊಂಡಿದ್ದ ಮಹಿಳಾ ದಿನಾಚರಣೆ ಹಾಗೂ ವಿದ್ಯಾರ್ಥಿನಿಯರಿಗೆ ಉಚಿತ ಲರ್ನ್ ಬುಕ್ ವಿತರಣೆ ಕಾರ್ಯಕ್ರಮ ಉದ್ಘಾಟಿಸಿ ಮಾತನಾಡಿದ ಅವರು, ಶಿಕ್ಷಣ ಎಂಬುದು ಯಾರೂ ಕದಿಯಲು ಸಾಧ್ಯವಿಲ್ಲದ ಸಂಪತ್ತು. ಶಿಕ್ಷಣದಿಂದ ಜೀವನದಲ್ಲಿ ಉನ್ನತ ಸ್ಥಾನಕ್ಕೆ ಏರಲು ಸಾಧ್ಯ. ಹೀಗಾಗಿ ವಿದ್ಯಾರ್ಥಿಗಳು ಉತ್ತಮವಾಗಿ ಅಧ್ಯಯನ ಮಾಡಿ ಸಮಾಜಕ್ಕೆ ಕೊಡುಗೆ ನೀಡಬೇಕು. ಶಿಕ್ಷಣ ಪಡೆದ ಮಹಿಳೆ ಕುಟುಂಬವನ್ನು ಮುನ್ನಡೆಸುವಳು ಎಂದರು. ಈ ಸಂದರ್ಭದಲ್ಲಿ ರೋಟರಿ ಸದಸ್ಯರು, ಶಿಕ್ಷಕರು ಹಾಗೂ ವಿದ್ಯಾರ್ಥಿನಿಯರು ಹಾಜರಿದ್ದರು.: [6, 104, 158, 197]
- story4-column-1: [6, 852, 182, 1130]
- story1-column-4: [596, 104, 746, 304]
- side2-dateline: ಚಾಮರಾಜನಗರ:: [760, 344, 794, 351]
- story1-headline: ಸಾವಿರಾರು ವಿದ್ಯಾರ್ಥಿಗಳ ಭವಿಷ್ಯ ಉಜ್ವಲ ಮಾಡಲು ಶಿಕ್ಷಣದಿಂದ ಸಾಧ್ಯ: [6, 71, 520, 99]
- story5-column-3: [378, 1180, 550, 1486]
- story2-headline-line-2: ಭಾರತ ಪರಿಕಲ್ಪನೆಯ ಜಾಗೃತಿ: [12, 346, 166, 366]
- side2-headline: ಅಂಚೆ ಮಹಾ ಉದ್ಯಮ ಸಪ್ತಾಹ: [760, 323, 888, 338]
